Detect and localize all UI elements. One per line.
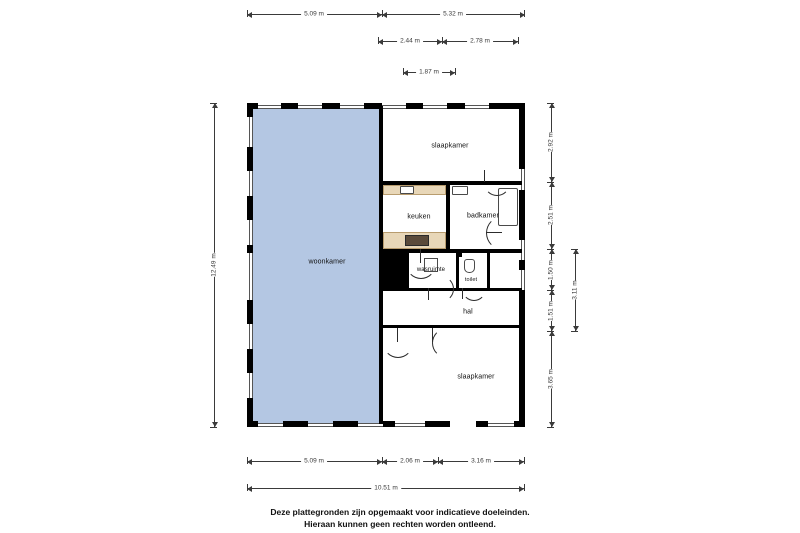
- dimarrow-top2-b-end: [513, 39, 518, 45]
- dimlabel-bot1-c: 3.16 m: [468, 458, 494, 465]
- dimlabel-top2-b: 2.78 m: [467, 38, 493, 45]
- room-label-badkamer: badkamer: [467, 212, 499, 220]
- room-label-woonkamer: woonkamer: [308, 258, 346, 266]
- room-label-toilet: toilet: [464, 277, 478, 283]
- dimlabel-right-d: 1.51 m: [545, 301, 558, 321]
- dimlabel-bot1-a: 5.09 m: [301, 458, 327, 465]
- room-label-slaapkamer-onder: slaapkamer: [457, 373, 495, 381]
- dimtick-top3-1: [403, 68, 404, 75]
- dimtick-top2-3: [518, 37, 519, 44]
- dimlabel-top2-a: 2.44 m: [397, 38, 423, 45]
- dimlabel-right-a: 2.92 m: [545, 132, 558, 152]
- dimlabel-bot1-b: 2.06 m: [397, 458, 423, 465]
- dimlabel-bot2: 10.51 m: [371, 485, 401, 492]
- room-label-hal: hal: [463, 308, 473, 316]
- dimlabel-top1-a: 5.09 m: [301, 11, 327, 18]
- dimarrow-top2-b-start: [442, 39, 447, 45]
- dimlabel-right-outer: 3.11 m: [569, 280, 582, 299]
- dimtick-bot1-1: [247, 457, 248, 464]
- dimtick-bot2-1: [247, 484, 248, 491]
- room-label-keuken: keuken: [407, 213, 431, 221]
- dimlabel-top3: 1.87 m: [416, 69, 442, 76]
- dimtick-right-1: [547, 103, 554, 104]
- dimtick-right-6: [547, 427, 554, 428]
- dimtick-bot2-2: [524, 484, 525, 491]
- dimarrow-top1-b-start: [382, 12, 387, 18]
- dimtick-left-2: [210, 427, 217, 428]
- dimlabel-right-c: 1.50 m: [545, 260, 558, 280]
- dimlabel-top1-b: 5.32 m: [440, 11, 466, 18]
- dimtick-top2-1: [378, 37, 379, 44]
- dimlabel-right-e: 3.65 m: [545, 369, 558, 389]
- dimtick-top3-2: [455, 68, 456, 75]
- dimtick-right-4: [547, 290, 554, 291]
- disclaimer-line-2: Hieraan kunnen geen rechten worden ontleend.: [304, 519, 496, 529]
- dimtick-top1-1: [247, 10, 248, 17]
- dimtick-right-outer-2: [571, 331, 578, 332]
- dimlabel-right-b: 2.51 m: [545, 205, 558, 225]
- disclaimer-line-1: Deze plattegronden zijn opgemaakt voor indicatieve doeleinden.: [270, 507, 530, 517]
- dimtick-bot1-4: [524, 457, 525, 464]
- dimtick-right-5: [547, 331, 554, 332]
- dimtick-right-3: [547, 249, 554, 250]
- dimlabel-left: 12.49 m: [208, 253, 221, 277]
- dimtick-bot1-2: [382, 457, 383, 464]
- room-label-slaapkamer-boven: slaapkamer: [431, 142, 469, 150]
- dimtick-left-1: [210, 103, 217, 104]
- dimtick-bot1-3: [438, 457, 439, 464]
- dimarrow-top1-b-end: [520, 12, 525, 18]
- dimtick-right-2: [547, 182, 554, 183]
- dimtick-right-outer-1: [571, 249, 578, 250]
- room-label-wasruimte: wasruimte: [416, 267, 446, 273]
